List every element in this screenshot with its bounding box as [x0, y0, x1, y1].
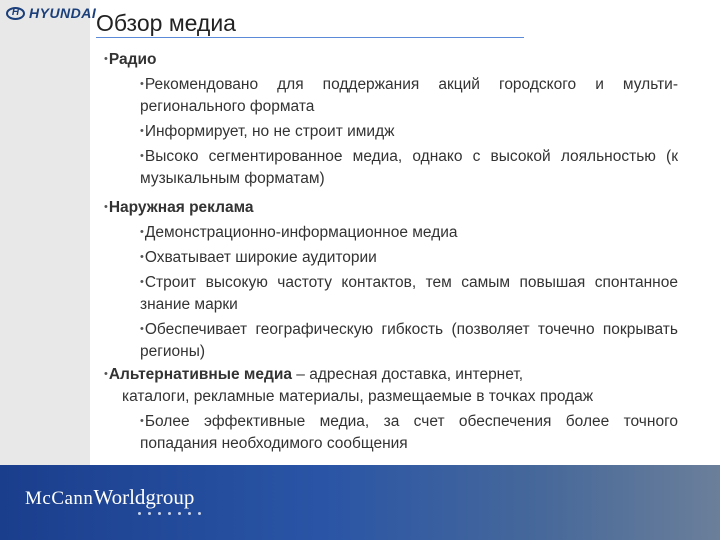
list-item: •Охватывает широкие аудитории — [140, 249, 377, 266]
dot — [198, 512, 201, 515]
list-item: •Строит высокую частоту контактов, тем самым повышая спонтанное знание марки — [140, 274, 678, 313]
section-heading-alternative: •Альтернативные медиа – адресная доставка, интернет, — [104, 366, 524, 383]
section-heading-radio: •Радио — [104, 51, 157, 68]
mccann-worldgroup-logo — [25, 485, 194, 510]
brand-worldgroup: Worldgroup — [93, 485, 195, 509]
footer-band — [0, 465, 720, 540]
list-item: •Высоко сегментированное медиа, однако с высокой лояльностью (к музыкальным форматам) — [140, 148, 678, 187]
dot — [158, 512, 161, 515]
list-item: •Демонстрационно-информационное медиа — [140, 224, 458, 241]
hyundai-wordmark: HYUNDAI — [29, 5, 97, 21]
section-heading-continuation: каталоги, рекламные материалы, размещаемые в точках продаж — [122, 388, 594, 405]
list-item: •Обеспечивает географическую гибкость (позволяет точечно покрывать регионы) — [140, 321, 678, 360]
hyundai-emblem-icon: H — [6, 7, 25, 20]
section-heading-outdoor: •Наружная реклама — [104, 199, 254, 216]
page-title: Обзор медиа — [96, 10, 236, 36]
dot — [188, 512, 191, 515]
hyundai-logo — [6, 5, 96, 21]
dot — [178, 512, 181, 515]
brand-mccann: McCann — [25, 488, 94, 509]
title-underline — [96, 37, 524, 38]
list-item: •Более эффективные медиа, за счет обеспечения более точного попадания необходимого сообщения — [140, 413, 678, 452]
dot — [138, 512, 141, 515]
slide-content — [104, 48, 678, 455]
footer-dots — [138, 512, 201, 515]
left-strip — [0, 0, 90, 465]
dot — [168, 512, 171, 515]
list-item: •Информирует, но не строит имидж — [140, 123, 395, 140]
dot — [148, 512, 151, 515]
list-item: •Рекомендовано для поддержания акций городского и мульти-регионального формата — [140, 76, 678, 115]
